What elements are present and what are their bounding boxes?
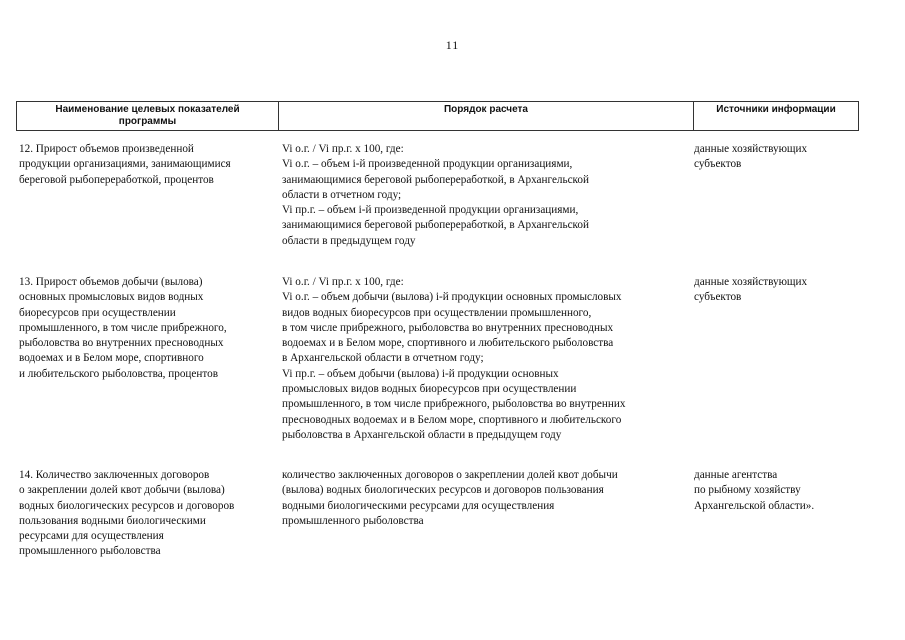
text-line: 12. Прирост объемов произведенной: [19, 143, 194, 155]
indicator-name-cell: [19, 275, 227, 382]
calculation-method-cell: [282, 275, 625, 443]
indicator-name-cell: [19, 142, 231, 188]
text-line: Архангельской области».: [694, 499, 815, 512]
text-line: в Архангельской области в отчетном году;: [282, 352, 484, 365]
text-line: промысловых видов водных биоресурсов при осуществлении: [282, 383, 577, 396]
header-text: программы: [118, 116, 177, 127]
text-line: водных биологических ресурсов и договоров: [19, 499, 235, 512]
text-line: данные хозяйствующих: [694, 143, 808, 155]
text-line: данные агентства: [694, 469, 778, 481]
text-line: видов водных биоресурсов при осуществлении промышленного,: [282, 306, 592, 319]
header-text: Порядок расчета: [443, 104, 528, 115]
text-line: рыболовства в Архангельской области в предыдущем году: [282, 428, 562, 441]
text-line: области в отчетном году;: [282, 188, 402, 201]
text-line: Vi о.г. – объем добычи (вылова) i-й продукции основных промысловых: [282, 291, 622, 304]
text-line: пресноводных водоемах и в Белом море, спортивного и любительского: [282, 413, 622, 426]
calculation-method-cell: [282, 142, 589, 249]
text-line: субъектов: [694, 291, 742, 304]
text-line: области в предыдущем году: [282, 234, 416, 247]
text-line: биоресурсов при осуществлении: [19, 306, 176, 319]
text-line: Vi о.г. / Vi пр.г. х 100, где:: [282, 276, 404, 288]
text-line: продукции организациями, занимающимися: [19, 158, 231, 171]
text-line: промышленного, в том числе прибрежного, рыболовства во внутренних: [282, 398, 626, 411]
text-line: Vi о.г. / Vi пр.г. х 100, где:: [282, 143, 404, 155]
calculation-method-cell: [282, 468, 618, 529]
text-line: промышленного рыболовства: [282, 514, 424, 527]
text-line: 13. Прирост объемов добычи (вылова): [19, 276, 203, 288]
text-line: занимающимися береговой рыбопереработкой, в Архангельской: [282, 173, 590, 186]
text-line: водоемах и в Белом море, спортивного и любительского рыболовства: [282, 337, 614, 350]
information-source-cell: [694, 468, 814, 514]
table-header-row: [16, 101, 859, 131]
text-line: в том числе прибрежного, рыболовства во внутренних пресноводных: [282, 321, 614, 334]
text-line: и любительского рыболовства, процентов: [19, 367, 218, 380]
text-line: по рыбному хозяйству: [694, 484, 801, 497]
text-line: водоемах и в Белом море, спортивного: [19, 352, 204, 365]
text-line: (вылова) водных биологических ресурсов и договоров пользования: [282, 484, 604, 497]
text-line: субъектов: [694, 158, 742, 171]
text-line: данные хозяйствующих: [694, 276, 808, 288]
indicator-name-cell: [19, 468, 234, 560]
text-line: промышленного рыболовства: [19, 545, 161, 558]
text-line: занимающимися береговой рыбопереработкой, в Архангельской: [282, 219, 590, 232]
information-source-cell: [694, 275, 807, 306]
text-line: о закреплении долей квот добычи (вылова): [19, 484, 225, 497]
header-text: Источники информации: [716, 104, 836, 115]
header-sources-column: [694, 102, 858, 130]
text-line: береговой рыбопереработкой, процентов: [19, 173, 214, 186]
text-line: пользования водными биологическими: [19, 514, 206, 527]
text-line: Vi пр.г. – объем добычи (вылова) i-й продукции основных: [282, 367, 559, 380]
text-line: 14. Количество заключенных договоров: [19, 469, 210, 481]
text-line: ресурсами для осуществления: [19, 530, 164, 543]
header-name-column: [17, 102, 279, 130]
text-line: Vi пр.г. – объем i-й произведенной продукции организациями,: [282, 204, 579, 217]
text-line: промышленного, в том числе прибрежного,: [19, 321, 227, 334]
information-source-cell: [694, 142, 807, 173]
header-text: Наименование целевых показателей: [55, 104, 240, 115]
header-method-column: [279, 102, 694, 130]
page-number: 11: [445, 38, 460, 52]
text-line: рыболовства во внутренних пресноводных: [19, 337, 224, 350]
text-line: количество заключенных договоров о закреплении долей квот добычи: [282, 469, 618, 481]
text-line: водными биологическими ресурсами для осуществления: [282, 499, 555, 512]
text-line: Vi о.г. – объем i-й произведенной продукции организациями,: [282, 158, 573, 171]
text-line: основных промысловых видов водных: [19, 291, 204, 304]
